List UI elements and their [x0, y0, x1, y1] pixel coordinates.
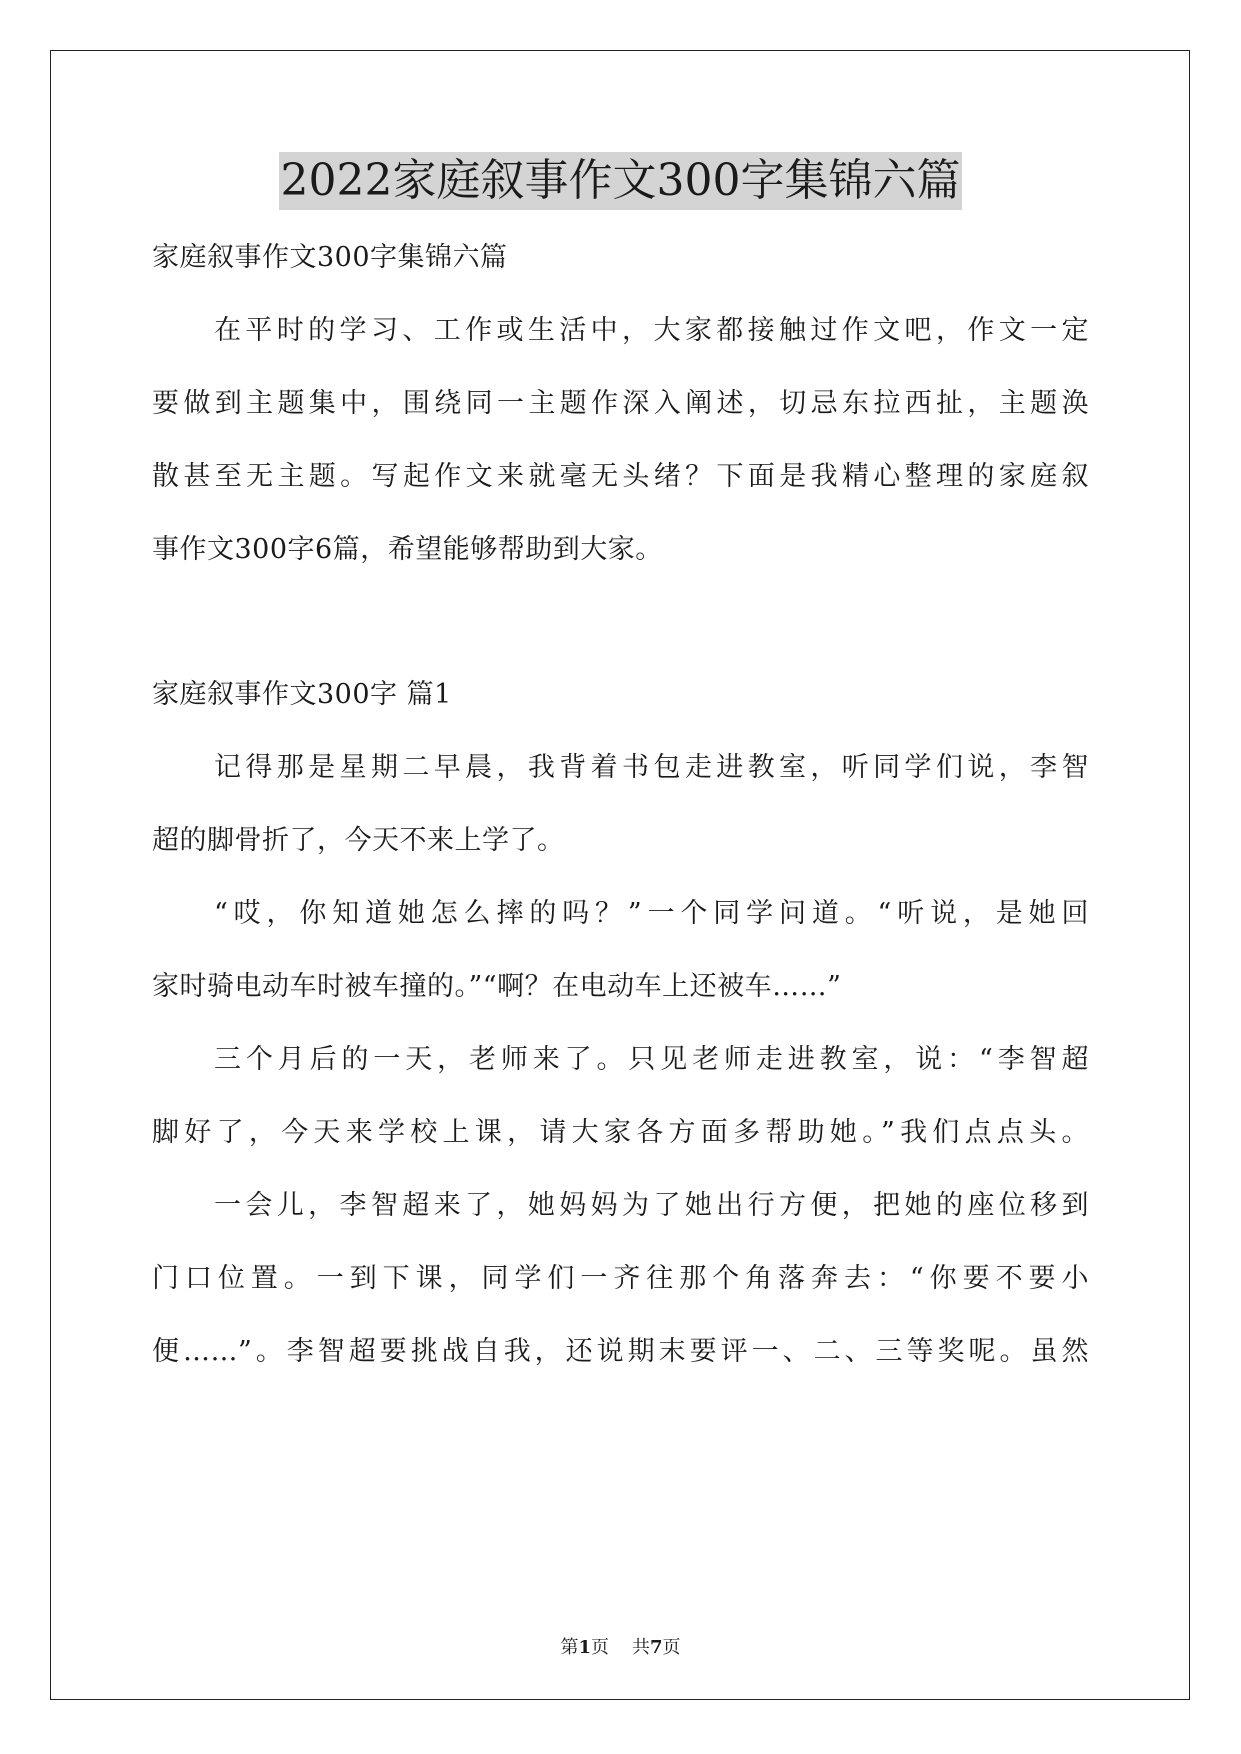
subtitle-line: 家庭叙事作文300字集锦六篇: [152, 242, 508, 273]
page-number: 1: [578, 1637, 592, 1658]
paragraph-line: 事作文300字6篇，希望能够帮助到大家。: [152, 534, 663, 565]
total-pages: 7: [649, 1637, 663, 1658]
page-suffix: 页: [591, 1637, 610, 1658]
page-border: [50, 50, 1190, 1700]
page-footer: [0, 1636, 1241, 1660]
paragraph-line: 要做到主题集中，围绕同一主题作深入阐述，切忌东拉西扯，主题涣: [152, 388, 1089, 419]
total-prefix: 共: [631, 1637, 650, 1658]
paragraph-line: 在平时的学习、工作或生活中，大家都接触过作文吧，作文一定: [214, 315, 1089, 346]
page-prefix: 第: [560, 1637, 579, 1658]
paragraph-line: 家时骑电动车时被车撞的。”“啊？在电动车上还被车……”: [152, 971, 842, 1002]
paragraph-line: 脚好了，今天来学校上课，请大家各方面多帮助她。”我们点点头。: [152, 1117, 1089, 1148]
paragraph-line: 一会儿，李智超来了，她妈妈为了她出行方便，把她的座位移到: [214, 1190, 1089, 1221]
section-heading: 家庭叙事作文300字 篇1: [152, 679, 452, 710]
paragraph-line: 门口位置。一到下课，同学们一齐往那个角落奔去：“你要不要小: [152, 1263, 1089, 1294]
paragraph-line: 记得那是星期二早晨，我背着书包走进教室，听同学们说，李智: [214, 752, 1089, 783]
total-suffix: 页: [662, 1637, 681, 1658]
paragraph-line: “哎，你知道她怎么摔的吗？”一个同学问道。“听说，是她回: [214, 898, 1089, 929]
paragraph-line: 超的脚骨折了，今天不来上学了。: [152, 825, 565, 856]
document-title: 2022家庭叙事作文300字集锦六篇: [279, 152, 963, 210]
paragraph-line: 三个月后的一天，老师来了。只见老师走进教室，说：“李智超: [214, 1044, 1089, 1075]
title-area: [0, 152, 1241, 210]
paragraph-line: 便……”。李智超要挑战自我，还说期末要评一、二、三等奖呢。虽然: [152, 1336, 1089, 1367]
paragraph-line: 散甚至无主题。写起作文来就毫无头绪？下面是我精心整理的家庭叙: [152, 461, 1089, 492]
